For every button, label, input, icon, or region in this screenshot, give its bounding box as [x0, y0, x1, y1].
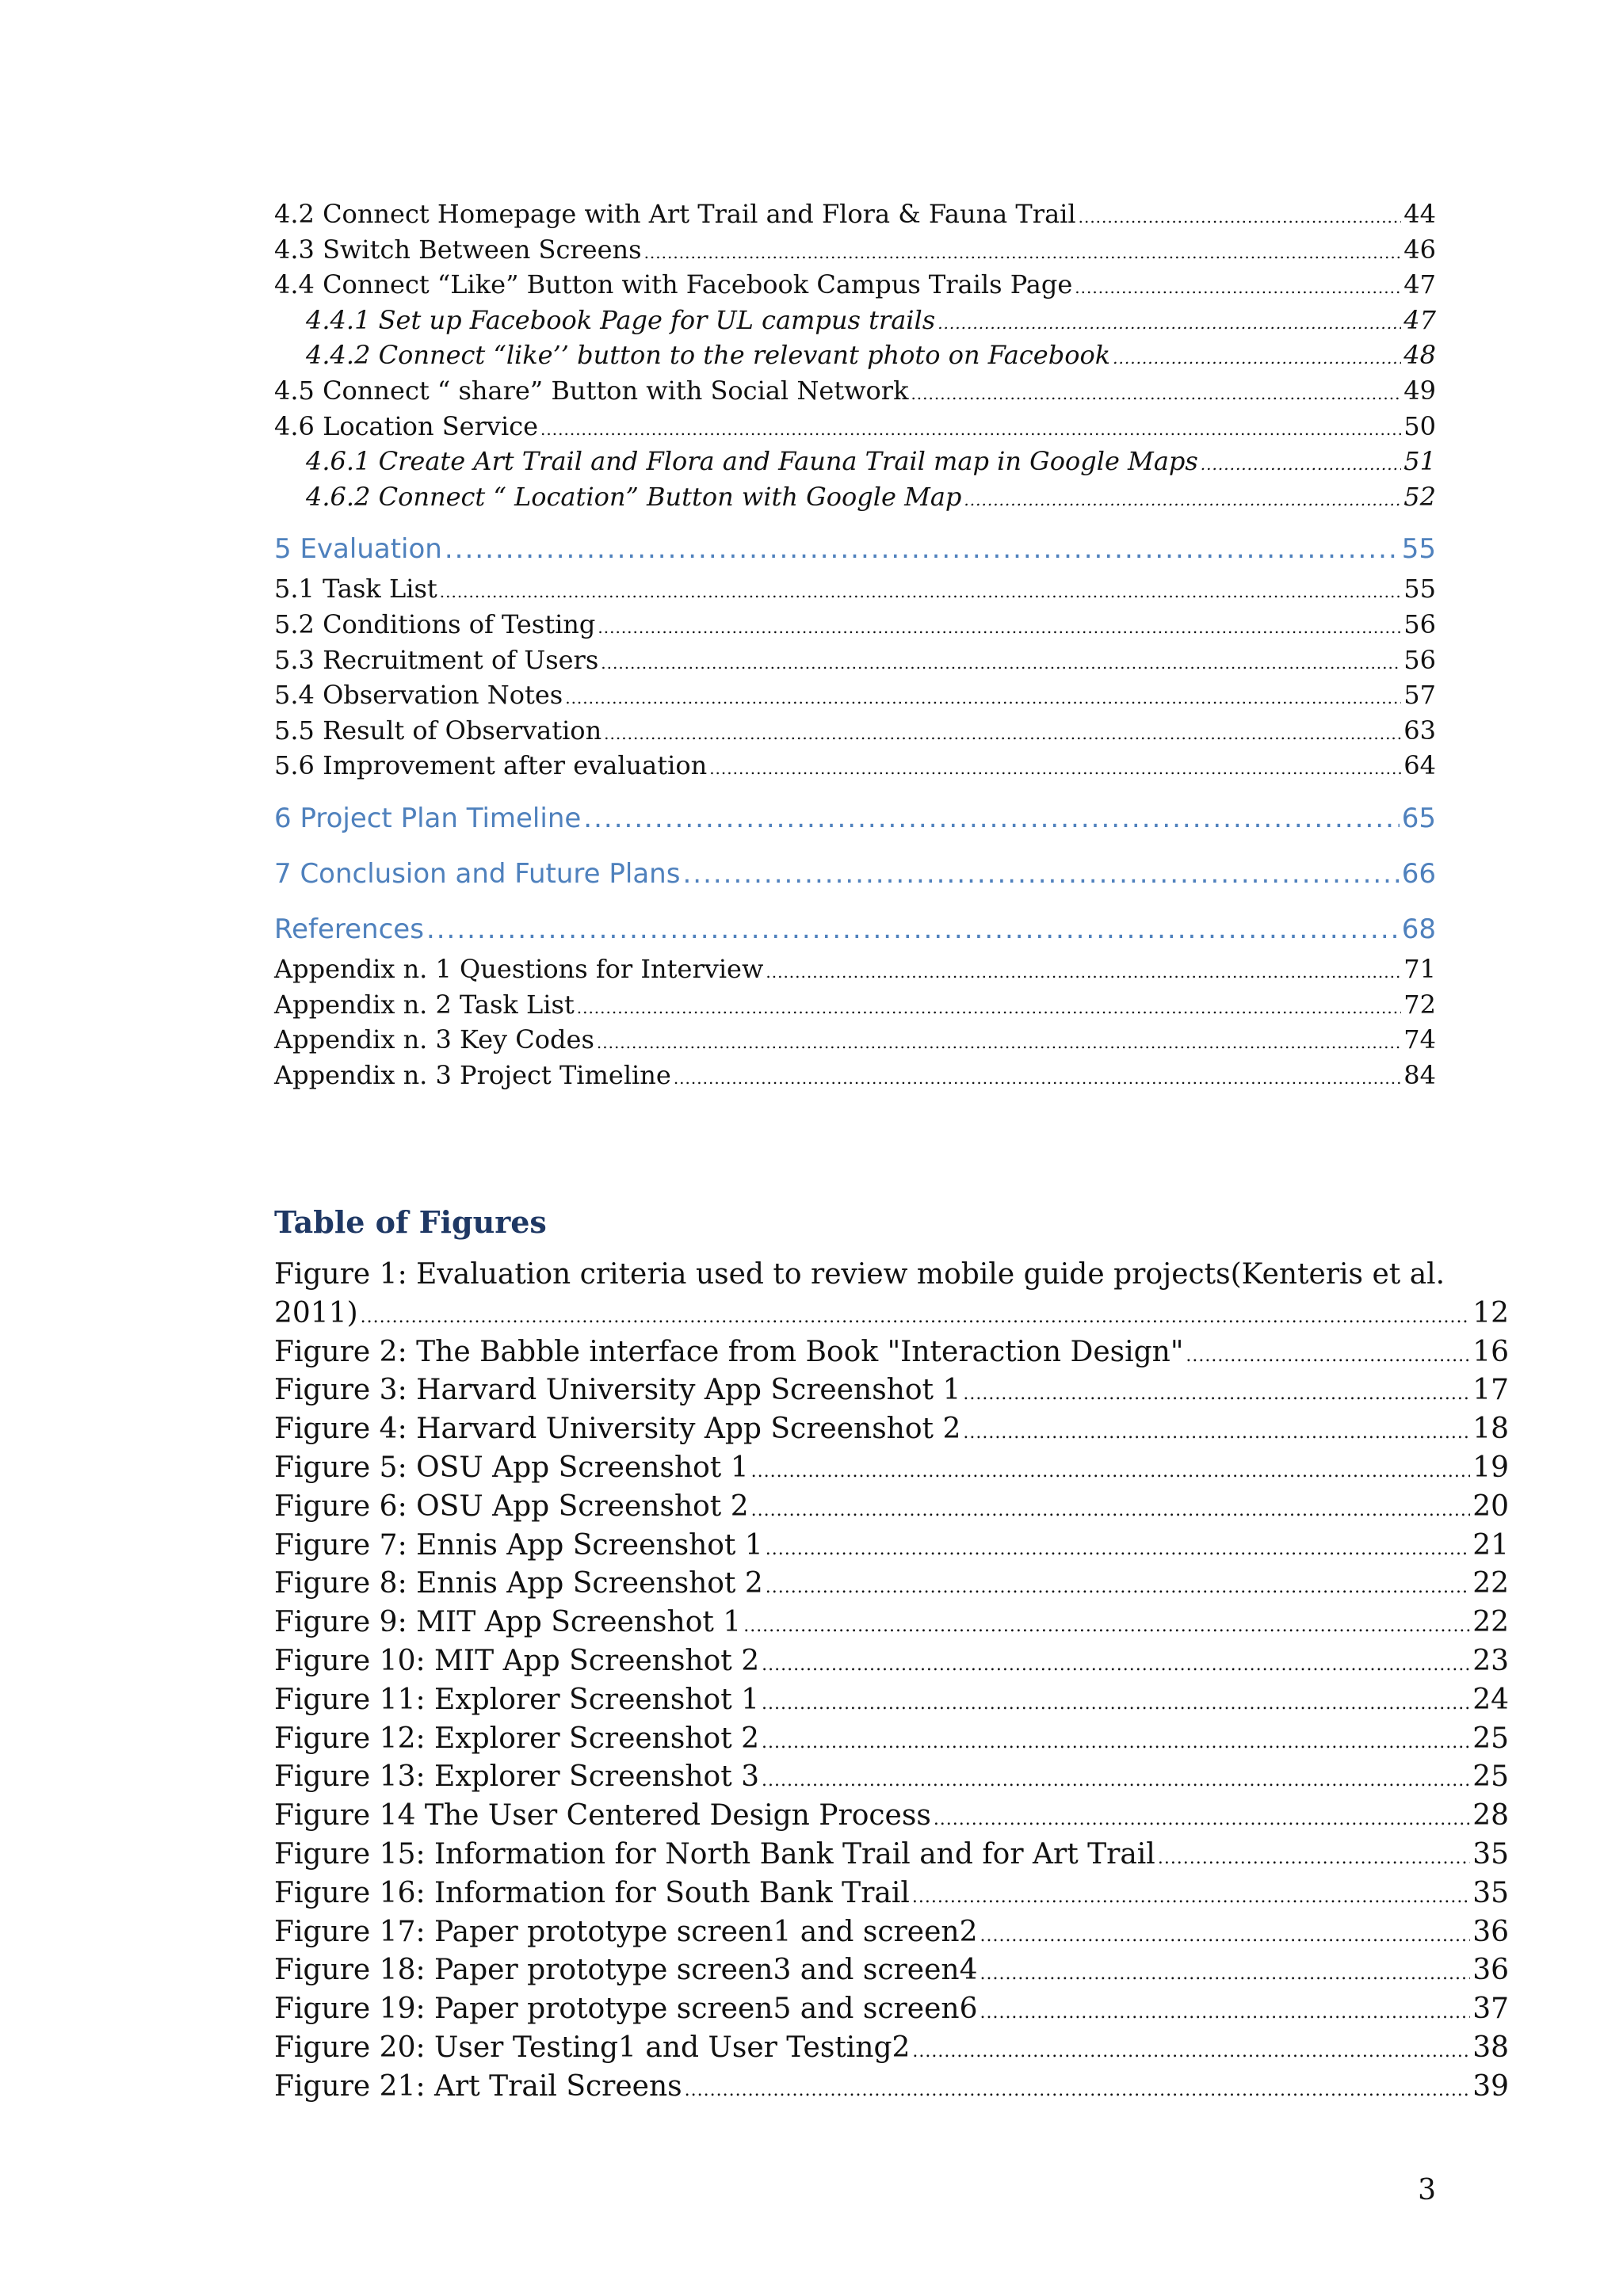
figure-entry-page: 38 — [1472, 2031, 1509, 2064]
toc-entry-title: Appendix n. 3 Project Timeline — [274, 1059, 671, 1090]
figure-entry — [274, 2029, 1509, 2068]
figures-heading: Table of Figures — [274, 1204, 547, 1240]
toc-subentry — [274, 444, 1436, 479]
toc-leader-dots — [604, 716, 1401, 752]
toc-entry — [274, 232, 1436, 268]
figure-leader-dots — [912, 1878, 1470, 1917]
toc-entry-title: 4.4 Connect “Like” Button with Facebook Campus Trails Page — [274, 269, 1073, 300]
toc-entry — [274, 1058, 1436, 1093]
figure-entry-title: Figure 4: Harvard University App Screenshot 2 — [274, 1413, 961, 1446]
toc-entry-page: 56 — [1403, 644, 1436, 675]
figure-entry-title: Figure 18: Paper prototype screen3 and screen4 — [274, 1954, 978, 1987]
toc-entry — [274, 196, 1436, 232]
figure-entry — [274, 1604, 1509, 1642]
figure-entry — [274, 1951, 1509, 1990]
figure-entry — [274, 1527, 1509, 1566]
figure-entry-title: 2011) — [274, 1296, 358, 1329]
figure-leader-dots — [766, 1531, 1470, 1569]
figure-leader-dots — [361, 1299, 1471, 1337]
toc-entry-title: 4.5 Connect “ share” Button with Social Network — [274, 375, 909, 406]
toc-leader-dots — [911, 376, 1401, 412]
toc-subentry — [274, 338, 1436, 373]
toc-entry-page: 50 — [1403, 410, 1436, 441]
figure-leader-dots — [762, 1685, 1470, 1724]
figure-entry-page: 28 — [1472, 1799, 1509, 1833]
toc-entry-title: Appendix n. 2 Task List — [274, 989, 575, 1020]
toc-entry-title: References — [274, 913, 424, 945]
figure-entry-page: 17 — [1472, 1374, 1509, 1407]
toc-entry-title: 4.3 Switch Between Screens — [274, 234, 642, 265]
figure-entry-title: Figure 2: The Babble interface from Book "Interaction Design" — [274, 1335, 1184, 1368]
toc-entry-title: 4.4.1 Set up Facebook Page for UL campus trails — [306, 304, 936, 335]
toc-entry — [274, 267, 1436, 303]
figure-leader-dots — [963, 1414, 1470, 1453]
toc-entry-page: 47 — [1403, 269, 1436, 300]
toc-leader-dots — [709, 751, 1401, 787]
figure-leader-dots — [685, 2072, 1471, 2111]
figure-leader-dots — [743, 1608, 1470, 1646]
figure-entry — [274, 1990, 1509, 2029]
figure-leader-dots — [912, 2033, 1470, 2072]
toc-entry-title: Appendix n. 1 Questions for Interview — [274, 953, 764, 984]
toc-entry-title: 5.6 Improvement after evaluation — [274, 750, 708, 781]
figure-entry-page: 20 — [1472, 1489, 1509, 1523]
toc-entry — [274, 748, 1436, 784]
toc-leader-dots — [1113, 341, 1401, 376]
toc-entry-page: 63 — [1403, 715, 1436, 746]
figure-leader-dots — [1186, 1337, 1470, 1376]
toc-entry — [274, 409, 1436, 444]
figure-entry — [274, 2068, 1509, 2107]
toc-chapter-heading — [274, 528, 1436, 570]
toc-subentry — [274, 479, 1436, 515]
toc-leader-dots — [766, 955, 1401, 990]
figure-entry-page: 19 — [1472, 1451, 1509, 1484]
figure-entry-page: 23 — [1472, 1644, 1509, 1677]
figure-leader-dots — [762, 1762, 1470, 1801]
toc-entry-page: 71 — [1403, 953, 1436, 984]
toc-leader-dots — [583, 798, 1399, 839]
toc-entry-page: 55 — [1403, 574, 1436, 605]
toc-entry — [274, 607, 1436, 643]
toc-entry-page: 84 — [1403, 1059, 1436, 1090]
figure-entry-title: Figure 19: Paper prototype screen5 and screen6 — [274, 1993, 978, 2026]
toc-entry-title: 5.3 Recruitment of Users — [274, 644, 599, 675]
toc-entry-title: Appendix n. 3 Key Codes — [274, 1024, 594, 1055]
toc-chapter-heading — [274, 798, 1436, 839]
figure-entry — [274, 1913, 1509, 1952]
figure-leader-dots — [980, 1955, 1470, 1994]
toc-entry — [274, 677, 1436, 713]
figure-entry-title: Figure 6: OSU App Screenshot 2 — [274, 1489, 749, 1523]
figure-entry-page: 37 — [1472, 1993, 1509, 2026]
toc-leader-dots — [565, 681, 1401, 716]
toc-leader-dots — [644, 235, 1402, 271]
toc-entry-title: 5.4 Observation Notes — [274, 680, 563, 711]
figure-entry-page: 24 — [1472, 1683, 1509, 1716]
toc-leader-dots — [1079, 200, 1402, 235]
toc-leader-dots — [577, 990, 1402, 1026]
figure-entry-title: Figure 15: Information for North Bank Trail and for Art Trail — [274, 1837, 1155, 1871]
figure-entry — [274, 1371, 1509, 1410]
figure-entry-title: Figure 9: MIT App Screenshot 1 — [274, 1606, 742, 1639]
toc-entry-page: 44 — [1403, 199, 1436, 229]
figure-entry-title: Figure 3: Harvard University App Screenshot 1 — [274, 1374, 961, 1407]
figure-entry-title: Figure 7: Ennis App Screenshot 1 — [274, 1528, 763, 1562]
figure-entry-page: 35 — [1472, 1837, 1509, 1871]
toc-leader-dots — [597, 1025, 1401, 1061]
toc-entry — [274, 987, 1436, 1023]
toc-entry-title: 4.6.2 Connect “ Location” Button with Google Map — [306, 481, 962, 512]
toc-entry-title: 5 Evaluation — [274, 533, 442, 566]
figure-entry — [274, 1410, 1509, 1449]
toc-entry-title: 6 Project Plan Timeline — [274, 802, 582, 834]
figure-entry-title: Figure 13: Explorer Screenshot 3 — [274, 1760, 760, 1794]
toc-leader-dots — [674, 1061, 1401, 1097]
toc-entry-title: 5.1 Task List — [274, 574, 437, 605]
figure-leader-dots — [762, 1724, 1470, 1763]
figure-entry-title: Figure 17: Paper prototype screen1 and screen2 — [274, 1915, 978, 1948]
toc-entry-title: 4.4.2 Connect “like’’ button to the relevant photo on Facebook — [306, 340, 1111, 371]
toc-entry-title: 5.5 Result of Observation — [274, 715, 602, 746]
toc-entry-page: 55 — [1401, 533, 1436, 566]
toc-leader-dots — [1075, 270, 1401, 306]
toc-entry-page: 48 — [1403, 340, 1436, 371]
toc-leader-dots — [445, 528, 1400, 570]
toc-leader-dots — [440, 574, 1402, 610]
toc-leader-dots — [682, 853, 1399, 894]
toc-entry-page: 51 — [1403, 446, 1436, 477]
toc-leader-dots — [1201, 447, 1401, 482]
figure-entry-page: 21 — [1472, 1528, 1509, 1562]
figure-entry-page: 22 — [1472, 1567, 1509, 1600]
figure-entry-page: 16 — [1472, 1335, 1509, 1368]
figure-entry — [274, 1295, 1509, 1333]
figure-entry-page: 12 — [1472, 1296, 1509, 1329]
figure-entry-title: Figure 14 The User Centered Design Process — [274, 1799, 931, 1833]
toc-leader-dots — [938, 306, 1401, 341]
toc-entry-page: 65 — [1401, 802, 1436, 834]
toc-subentry — [274, 303, 1436, 338]
figure-entry — [274, 1720, 1509, 1759]
toc-entry-page: 56 — [1403, 608, 1436, 639]
figure-entry — [274, 1875, 1509, 1913]
toc-entry-page: 72 — [1403, 989, 1436, 1020]
toc-leader-dots — [964, 482, 1401, 518]
figure-entry — [274, 1488, 1509, 1527]
figure-entry-title: Figure 10: MIT App Screenshot 2 — [274, 1644, 760, 1677]
figure-entry-page: 22 — [1472, 1606, 1509, 1639]
figure-leader-dots — [762, 1646, 1470, 1685]
figure-entry-page: 36 — [1472, 1954, 1509, 1987]
figure-entry — [274, 1642, 1509, 1681]
figure-entry — [274, 1758, 1509, 1797]
toc-leader-dots — [598, 610, 1401, 646]
figure-entry-page: 36 — [1472, 1915, 1509, 1948]
toc-entry-title: 4.6.1 Create Art Trail and Flora and Fauna Trail map in Google Maps — [306, 446, 1198, 477]
toc-entry-page: 68 — [1401, 913, 1436, 945]
figure-leader-dots — [980, 1917, 1470, 1956]
toc-chapter-heading — [274, 853, 1436, 894]
page-number: 3 — [1418, 2174, 1436, 2206]
figure-entry-page: 25 — [1472, 1760, 1509, 1794]
toc-entry-title: 4.2 Connect Homepage with Art Trail and Flora & Fauna Trail — [274, 199, 1076, 229]
figure-leader-dots — [1158, 1840, 1470, 1878]
toc-entry-page: 52 — [1403, 481, 1436, 512]
figure-entry — [274, 1333, 1509, 1372]
toc-entry-title: 5.2 Conditions of Testing — [274, 608, 596, 639]
table-of-contents — [274, 196, 1436, 1093]
figure-entry-page: 39 — [1472, 2069, 1509, 2103]
figure-leader-dots — [934, 1801, 1470, 1840]
figure-entry — [274, 1836, 1509, 1875]
toc-entry-page: 66 — [1401, 857, 1436, 890]
toc-entry-page: 49 — [1403, 375, 1436, 406]
toc-entry-page: 46 — [1403, 234, 1436, 265]
figure-leader-dots — [766, 1569, 1470, 1608]
toc-entry-page: 47 — [1403, 304, 1436, 335]
table-of-figures — [274, 1200, 1509, 2107]
figure-entry — [274, 1797, 1509, 1836]
figure-entry-first-line: Figure 1: Evaluation criteria used to review mobile guide projects(Kenteris et al. — [274, 1258, 1445, 1291]
toc-entry-title: 4.6 Location Service — [274, 410, 539, 441]
figure-entry-title: Figure 16: Information for South Bank Trail — [274, 1876, 910, 1909]
figure-leader-dots — [980, 1994, 1470, 2033]
figure-entry-title: Figure 11: Explorer Screenshot 1 — [274, 1683, 760, 1716]
toc-entry-page: 74 — [1403, 1024, 1436, 1055]
figure-entry-title: Figure 8: Ennis App Screenshot 2 — [274, 1567, 763, 1600]
figure-leader-dots — [963, 1375, 1470, 1414]
toc-entry — [274, 713, 1436, 749]
figure-leader-dots — [751, 1492, 1471, 1531]
toc-chapter-heading — [274, 909, 1436, 950]
figure-entry — [274, 1681, 1509, 1720]
toc-leader-dots — [601, 646, 1401, 681]
figure-leader-dots — [751, 1453, 1471, 1492]
figure-entry — [274, 1449, 1509, 1488]
toc-entry — [274, 643, 1436, 678]
figure-entry-title: Figure 12: Explorer Screenshot 2 — [274, 1722, 760, 1755]
toc-leader-dots — [540, 412, 1401, 448]
toc-entry — [274, 373, 1436, 409]
toc-entry — [274, 571, 1436, 607]
figure-entry-page: 35 — [1472, 1876, 1509, 1909]
figure-entry-title: Figure 5: OSU App Screenshot 1 — [274, 1451, 749, 1484]
figure-entry-page: 25 — [1472, 1722, 1509, 1755]
figure-entry — [274, 1565, 1509, 1604]
toc-entry-page: 64 — [1403, 750, 1436, 781]
figure-entry-page: 18 — [1472, 1413, 1509, 1446]
figure-entry-title: Figure 21: Art Trail Screens — [274, 2069, 682, 2103]
toc-entry-title: 7 Conclusion and Future Plans — [274, 857, 681, 890]
toc-entry-page: 57 — [1403, 680, 1436, 711]
figure-entry-title: Figure 20: User Testing1 and User Testing2 — [274, 2031, 911, 2064]
toc-entry — [274, 1022, 1436, 1058]
toc-entry — [274, 952, 1436, 987]
toc-leader-dots — [426, 909, 1400, 950]
